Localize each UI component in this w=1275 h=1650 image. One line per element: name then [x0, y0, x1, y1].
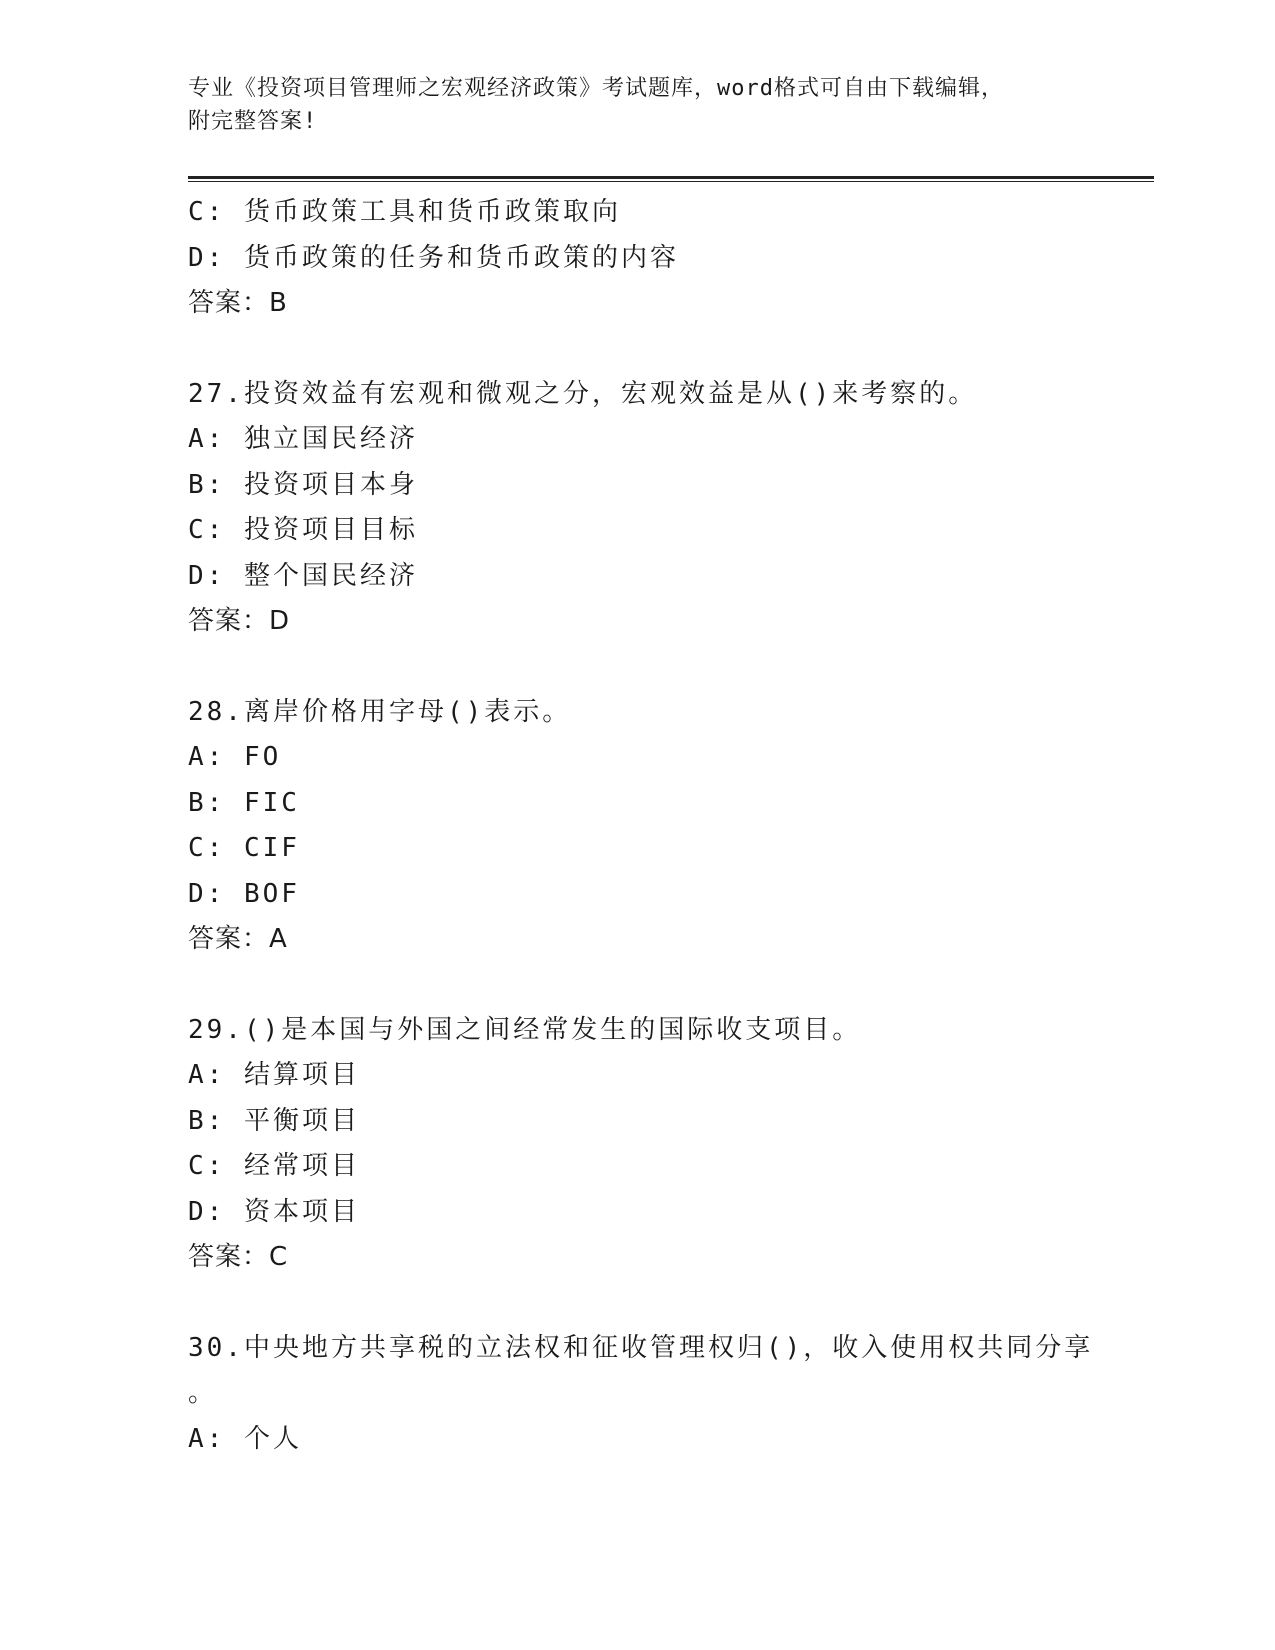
header-line-2: 附完整答案! — [188, 109, 318, 134]
option-b: B: 投资项目本身 — [188, 469, 418, 500]
option-c: C: 货币政策工具和货币政策取向 — [188, 197, 621, 227]
question-stem: 28.离岸价格用字母()表示。 — [188, 696, 572, 727]
question-stem-continuation: 。 — [188, 1378, 218, 1408]
option-d: D: BOF — [188, 878, 300, 909]
option-d: D: 整个国民经济 — [188, 560, 418, 591]
option-a: A: 独立国民经济 — [188, 424, 418, 454]
option-d: D: 货币政策的任务和货币政策的内容 — [188, 242, 679, 273]
question-28 — [188, 690, 1154, 963]
option-b: B: 平衡项目 — [188, 1105, 360, 1136]
option-a: A: FO — [188, 742, 282, 772]
header-rule-thin — [188, 181, 1154, 182]
answer: 答案：D — [188, 606, 291, 636]
option-a: A: 个人 — [188, 1423, 302, 1454]
option-d: D: 资本项目 — [188, 1196, 360, 1227]
document-body — [188, 190, 1154, 1462]
header-line-1: 专业《投资项目管理师之宏观经济政策》考试题库，word格式可自由下载编辑， — [188, 76, 1004, 101]
option-b: B: FIC — [188, 787, 300, 818]
answer: 答案：C — [188, 1242, 289, 1272]
question-stem: 30.中央地方共享税的立法权和征收管理权归()，收入使用权共同分享 — [188, 1332, 1094, 1363]
document-header — [188, 72, 1088, 138]
question-29 — [188, 1008, 1154, 1281]
answer: 答案：A — [188, 924, 288, 954]
answer: 答案：B — [188, 288, 288, 318]
option-c: C: 投资项目目标 — [188, 515, 418, 545]
option-c: C: 经常项目 — [188, 1151, 360, 1181]
question-stem: 27.投资效益有宏观和微观之分，宏观效益是从()来考察的。 — [188, 378, 978, 409]
option-c: C: CIF — [188, 833, 300, 863]
question-30 — [188, 1326, 1154, 1463]
question-27 — [188, 372, 1154, 645]
option-a: A: 结算项目 — [188, 1060, 360, 1090]
question-stem: 29.()是本国与外国之间经常发生的国际收支项目。 — [188, 1014, 862, 1045]
header-rule-thick — [188, 176, 1154, 179]
question-26-tail — [188, 190, 1154, 327]
